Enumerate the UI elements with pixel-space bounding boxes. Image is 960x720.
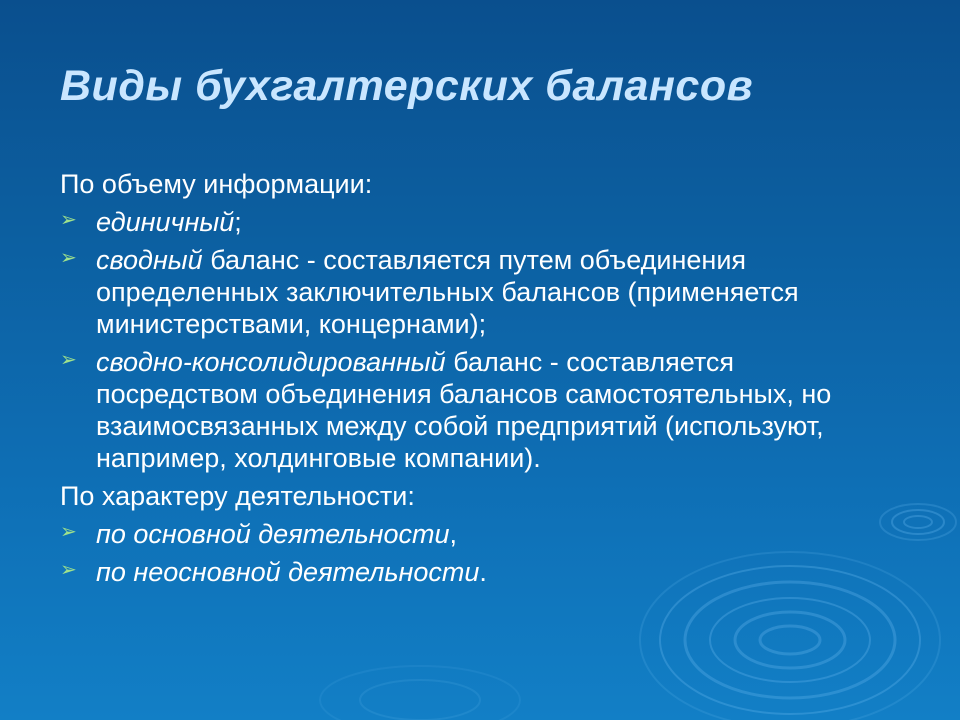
slide-body [60, 168, 900, 594]
arrow-bullet-icon: ➢ [60, 247, 77, 269]
arrow-bullet-icon: ➢ [60, 209, 77, 231]
list-item [60, 518, 900, 550]
list-item [60, 556, 900, 588]
item-text: ; [234, 207, 242, 237]
arrow-bullet-icon: ➢ [60, 349, 77, 371]
item-term: единичный [96, 207, 235, 237]
item-term: сводно-консолидированный [96, 347, 446, 377]
arrow-bullet-icon: ➢ [60, 559, 77, 581]
item-term: по неосновной деятельности [96, 557, 480, 587]
section-heading-volume: По объему информации: [60, 169, 373, 199]
item-text: . [479, 557, 487, 587]
slide-title: Виды бухгалтерских балансов [60, 62, 754, 110]
item-text: баланс - составляется путем объединения определенных заключительных балансов (применяется министерствами, концернами); [96, 245, 799, 339]
list-item [60, 244, 900, 340]
list-item [60, 206, 900, 238]
item-term: по основной деятельности [96, 519, 450, 549]
item-text: , [449, 519, 458, 549]
list-item [60, 346, 900, 474]
arrow-bullet-icon: ➢ [60, 521, 77, 543]
item-term: сводный [96, 245, 203, 275]
item-text: баланс - составляется посредством объединения балансов самостоятельных, но взаимосвязанных между собой предприятий (используют, например, холдинговые компании). [96, 347, 832, 473]
section-heading-activity: По характеру деятельности: [60, 481, 415, 511]
